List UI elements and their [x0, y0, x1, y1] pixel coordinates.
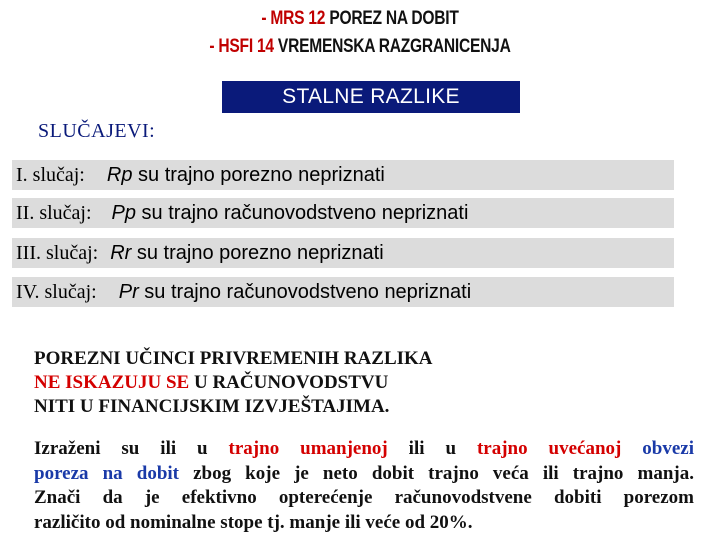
explanation-line-3: Znači da je efektivno opterećenje računovodstvene dobiti porezom [34, 487, 694, 508]
emphasis-increased: trajno uvećanoj [476, 438, 622, 459]
emphasis-reduced: trajno umanjenoj [228, 438, 388, 459]
case-abbreviation: Rr [110, 241, 132, 264]
case-text: su trajno računovodstveno nepriznati [136, 201, 469, 224]
explanation-line-2 [34, 462, 694, 487]
emphasis-not-recognised: NE ISKAZUJU SE [34, 372, 190, 393]
effects-line-2 [34, 371, 694, 395]
case-number: III. slučaj: [16, 241, 99, 264]
effects-line-2-rest: U RAČUNOVODSTVU [189, 372, 389, 393]
effects-line-1: POREZNI UČINCI PRIVREMENIH RAZLIKA [34, 348, 433, 369]
explanation-paragraph [34, 437, 694, 535]
explanation-line-4: različito od nominalne stope tj. manje ili veće od 20%. [34, 511, 473, 533]
section-banner: STALNE RAZLIKE [222, 81, 520, 113]
case-abbreviation: Pr [118, 280, 139, 303]
case-row [12, 277, 674, 307]
case-abbreviation: Pp [111, 201, 136, 224]
explanation-text: Izraženi su ili u [34, 438, 229, 459]
emphasis-obligation: obvezi [621, 438, 694, 459]
case-description [112, 202, 469, 225]
title-standard-mrs: - MRS 12 [261, 8, 326, 29]
explanation-text: ili u [387, 438, 477, 459]
tax-effects-statement [34, 347, 694, 419]
explanation-text: zbog koje je neto dobit trajno veća ili trajno manja. [179, 462, 694, 484]
effects-line-3: NITI U FINANCIJSKIM IZVJEŠTAJIMA. [34, 396, 390, 417]
case-number: I. slučaj: [16, 163, 85, 186]
case-description [110, 242, 383, 265]
title-line-2 [65, 36, 655, 58]
title-topic-accruals: VREMENSKA RAZGRANICENJA [277, 36, 511, 57]
case-description [119, 281, 471, 304]
case-abbreviation: Rp [106, 163, 133, 186]
case-row [12, 160, 674, 190]
case-row [12, 238, 674, 268]
title-line-1 [65, 8, 655, 30]
cases-heading: SLUČAJEVI: [38, 120, 156, 142]
title-standard-hsfi: - HSFI 14 [209, 36, 274, 57]
case-row [12, 198, 674, 228]
emphasis-profit-tax: poreza na dobit [34, 462, 179, 484]
case-number: IV. slučaj: [16, 280, 97, 303]
title-topic-tax: POREZ NA DOBIT [329, 8, 459, 29]
case-text: su trajno porezno nepriznati [132, 163, 385, 186]
case-text: su trajno porezno nepriznati [131, 241, 384, 264]
case-text: su trajno računovodstveno nepriznati [138, 280, 472, 303]
case-number: II. slučaj: [16, 201, 92, 224]
case-description [107, 164, 385, 187]
explanation-line-1 [34, 437, 694, 462]
